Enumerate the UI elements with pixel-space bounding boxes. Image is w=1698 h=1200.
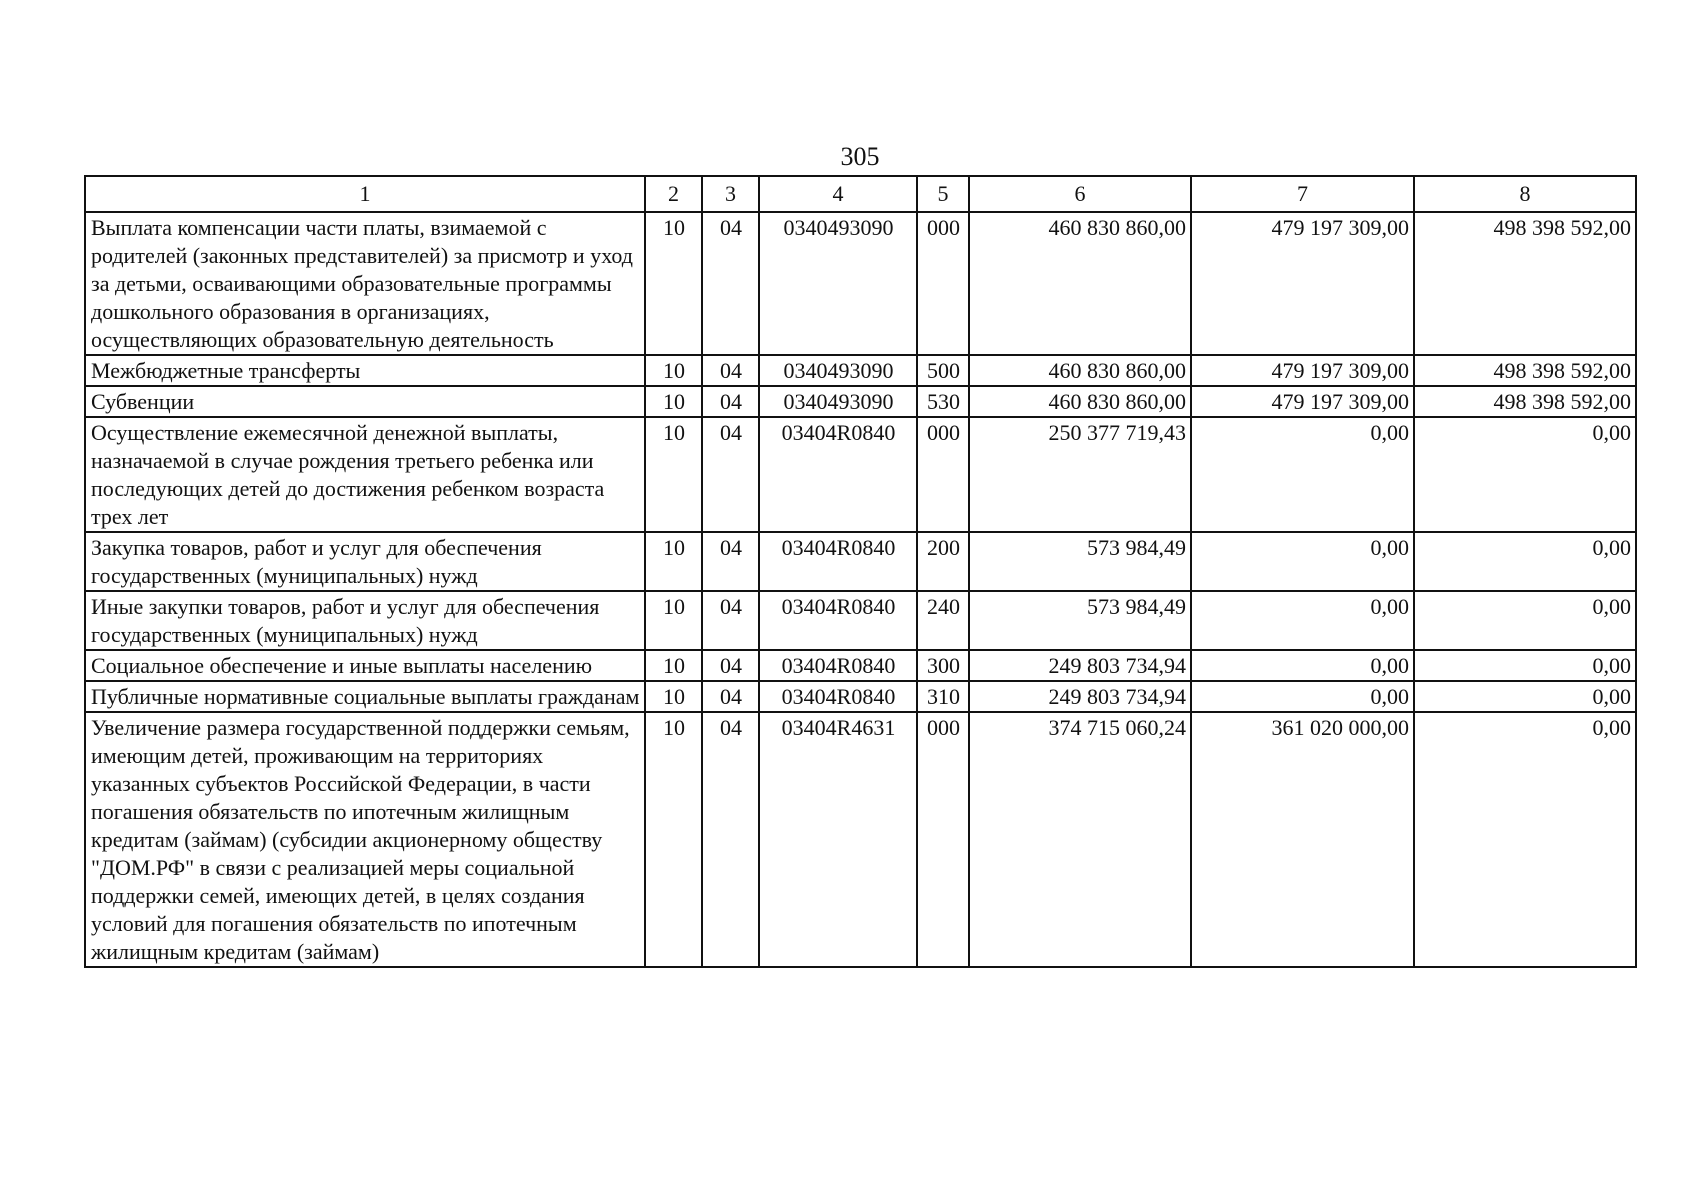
column-header: 7 — [1191, 176, 1414, 212]
table-row — [85, 386, 1636, 417]
amount-col-7: 0,00 — [1191, 681, 1414, 712]
amount-col-8: 498 398 592,00 — [1414, 355, 1636, 386]
row-name: Социальное обеспечение и иные выплаты населению — [85, 650, 645, 681]
section-code: 10 — [645, 386, 702, 417]
section-code: 10 — [645, 681, 702, 712]
amount-col-8: 0,00 — [1414, 681, 1636, 712]
row-name: Субвенции — [85, 386, 645, 417]
amount-col-8: 0,00 — [1414, 712, 1636, 967]
expense-type-code: 300 — [917, 650, 969, 681]
row-name: Осуществление ежемесячной денежной выплаты, назначаемой в случае рождения третьего ребенка или последующих детей до достижения ребенком возраста трех лет — [85, 417, 645, 532]
subsection-code: 04 — [702, 386, 759, 417]
amount-col-8: 0,00 — [1414, 650, 1636, 681]
table-row — [85, 532, 1636, 591]
row-name: Закупка товаров, работ и услуг для обеспечения государственных (муниципальных) нужд — [85, 532, 645, 591]
table-row — [85, 591, 1636, 650]
table-row — [85, 712, 1636, 967]
section-code: 10 — [645, 650, 702, 681]
section-code: 10 — [645, 591, 702, 650]
subsection-code: 04 — [702, 532, 759, 591]
column-header: 2 — [645, 176, 702, 212]
column-header: 3 — [702, 176, 759, 212]
amount-col-7: 479 197 309,00 — [1191, 386, 1414, 417]
amount-col-6: 249 803 734,94 — [969, 681, 1191, 712]
amount-col-8: 0,00 — [1414, 591, 1636, 650]
amount-col-6: 250 377 719,43 — [969, 417, 1191, 532]
amount-col-7: 479 197 309,00 — [1191, 355, 1414, 386]
subsection-code: 04 — [702, 212, 759, 355]
expense-type-code: 500 — [917, 355, 969, 386]
table-row — [85, 417, 1636, 532]
amount-col-8: 0,00 — [1414, 417, 1636, 532]
expense-type-code: 000 — [917, 417, 969, 532]
amount-col-6: 573 984,49 — [969, 591, 1191, 650]
section-code: 10 — [645, 355, 702, 386]
target-article-code: 03404R4631 — [759, 712, 917, 967]
expense-type-code: 200 — [917, 532, 969, 591]
amount-col-6: 249 803 734,94 — [969, 650, 1191, 681]
amount-col-6: 460 830 860,00 — [969, 386, 1191, 417]
table-row — [85, 355, 1636, 386]
subsection-code: 04 — [702, 355, 759, 386]
budget-table — [84, 175, 1637, 968]
subsection-code: 04 — [702, 712, 759, 967]
amount-col-7: 361 020 000,00 — [1191, 712, 1414, 967]
row-name: Увеличение размера государственной поддержки семьям, имеющим детей, проживающим на территориях указанных субъектов Российской Федерации, в части погашения обязательств по ипотечным жилищным кредитам (займам) (субсидии акционерному обществу "ДОМ.РФ" в связи с реализацией меры социальной поддержки семей, имеющих детей, в целях создания условий для погашения обязательств по ипотечным жилищным кредитам (займам) — [85, 712, 645, 967]
amount-col-8: 498 398 592,00 — [1414, 212, 1636, 355]
amount-col-7: 0,00 — [1191, 417, 1414, 532]
expense-type-code: 240 — [917, 591, 969, 650]
target-article-code: 0340493090 — [759, 212, 917, 355]
table-row — [85, 681, 1636, 712]
target-article-code: 03404R0840 — [759, 532, 917, 591]
column-header: 6 — [969, 176, 1191, 212]
amount-col-8: 0,00 — [1414, 532, 1636, 591]
amount-col-7: 0,00 — [1191, 591, 1414, 650]
target-article-code: 0340493090 — [759, 386, 917, 417]
header-row — [85, 176, 1636, 212]
amount-col-6: 460 830 860,00 — [969, 212, 1191, 355]
expense-type-code: 310 — [917, 681, 969, 712]
target-article-code: 03404R0840 — [759, 650, 917, 681]
row-name: Публичные нормативные социальные выплаты гражданам — [85, 681, 645, 712]
target-article-code: 03404R0840 — [759, 591, 917, 650]
target-article-code: 0340493090 — [759, 355, 917, 386]
section-code: 10 — [645, 712, 702, 967]
section-code: 10 — [645, 417, 702, 532]
expense-type-code: 530 — [917, 386, 969, 417]
subsection-code: 04 — [702, 681, 759, 712]
column-header: 4 — [759, 176, 917, 212]
table-row — [85, 212, 1636, 355]
subsection-code: 04 — [702, 650, 759, 681]
row-name: Межбюджетные трансферты — [85, 355, 645, 386]
row-name: Выплата компенсации части платы, взимаемой с родителей (законных представителей) за присмотр и уход за детьми, осваивающими образовательные программы дошкольного образования в организациях, осуществляющих образовательную деятельность — [85, 212, 645, 355]
amount-col-6: 573 984,49 — [969, 532, 1191, 591]
section-code: 10 — [645, 532, 702, 591]
column-header: 5 — [917, 176, 969, 212]
amount-col-6: 374 715 060,24 — [969, 712, 1191, 967]
amount-col-7: 0,00 — [1191, 650, 1414, 681]
page-number: 305 — [840, 142, 880, 171]
section-code: 10 — [645, 212, 702, 355]
row-name: Иные закупки товаров, работ и услуг для обеспечения государственных (муниципальных) нужд — [85, 591, 645, 650]
target-article-code: 03404R0840 — [759, 681, 917, 712]
table-row — [85, 650, 1636, 681]
target-article-code: 03404R0840 — [759, 417, 917, 532]
amount-col-6: 460 830 860,00 — [969, 355, 1191, 386]
amount-col-7: 479 197 309,00 — [1191, 212, 1414, 355]
subsection-code: 04 — [702, 417, 759, 532]
column-header: 8 — [1414, 176, 1636, 212]
column-header: 1 — [85, 176, 645, 212]
subsection-code: 04 — [702, 591, 759, 650]
expense-type-code: 000 — [917, 712, 969, 967]
amount-col-8: 498 398 592,00 — [1414, 386, 1636, 417]
amount-col-7: 0,00 — [1191, 532, 1414, 591]
expense-type-code: 000 — [917, 212, 969, 355]
